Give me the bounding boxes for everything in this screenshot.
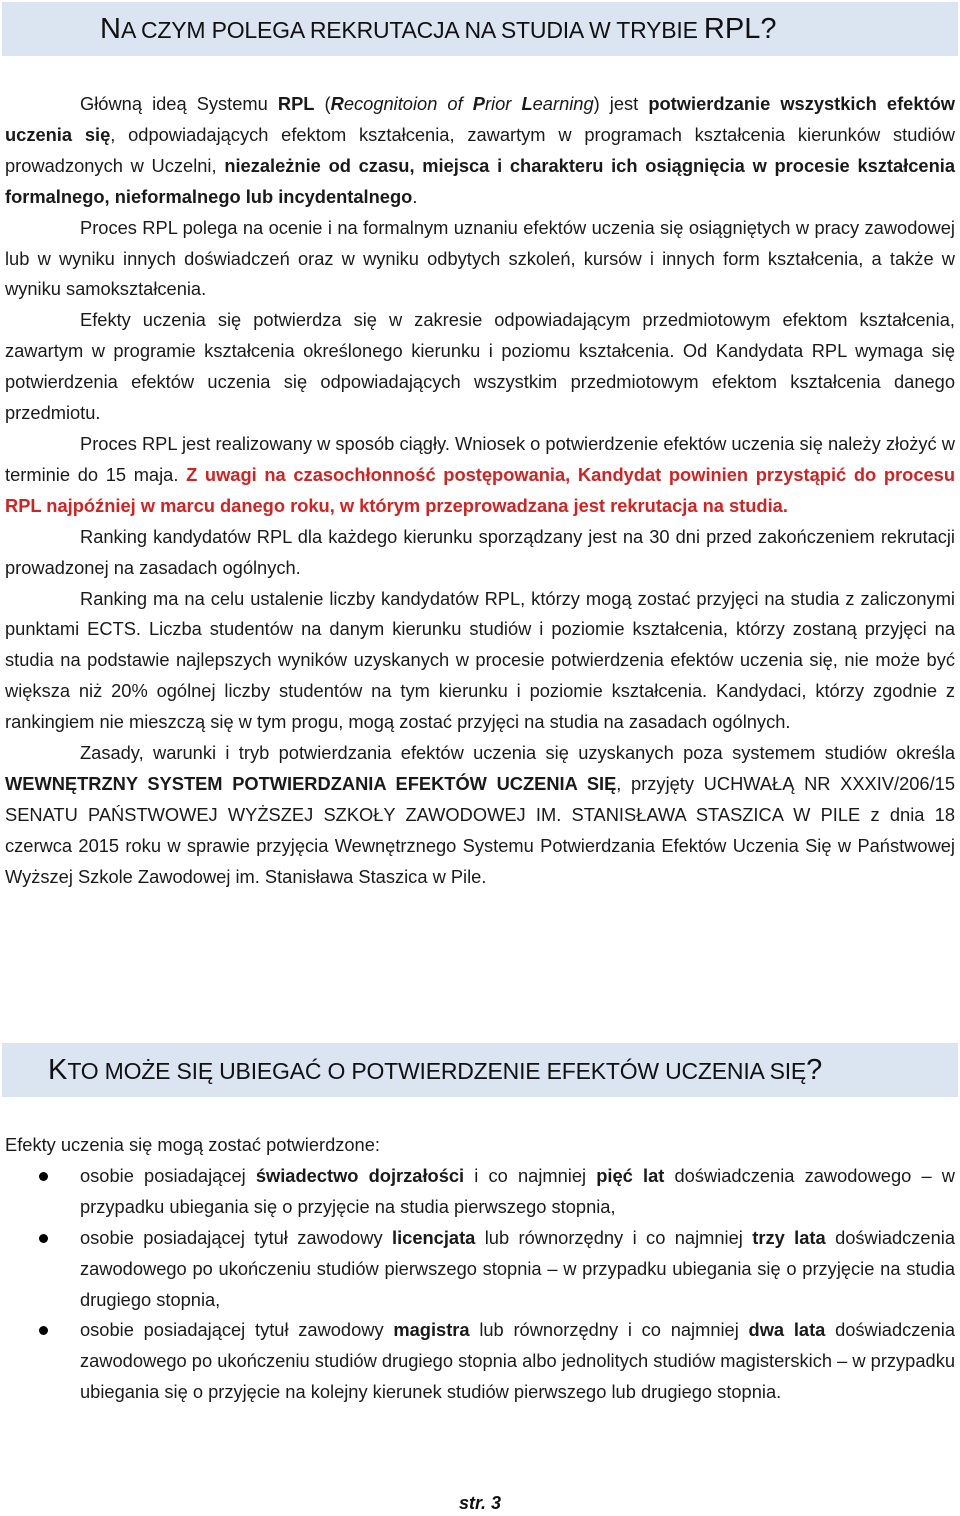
text: doświadczenia zawodowego po ukończeniu studiów drugiego stopnia albo jednolitych studiów magisterskich – w przypadku ubiegania się o przyjęcie na kolejny kierunek studiów pierwszego lub drugiego stopnia. bbox=[80, 1319, 955, 1403]
paragraph-ranking: Ranking kandydatów RPL dla każdego kierunku sporządzany jest na 30 dni przed zakończeniem rekrutacji prowadzonej na zasadach ogólnych. bbox=[5, 525, 955, 578]
bold-text: R bbox=[330, 93, 344, 114]
text: i co najmniej bbox=[464, 1164, 597, 1186]
paragraph-deadline bbox=[5, 429, 955, 522]
bold-text: trzy lata bbox=[752, 1226, 826, 1248]
bold-text: dwa lata bbox=[748, 1319, 826, 1341]
paragraph-rules bbox=[5, 738, 955, 893]
bold-text: świadectwo dojrzałości bbox=[255, 1164, 465, 1186]
bold-text: licencjata bbox=[392, 1226, 476, 1248]
list-item bbox=[5, 1223, 955, 1316]
text: lub równorzędny i co najmniej bbox=[469, 1319, 749, 1341]
heading-tail: ? bbox=[806, 1054, 823, 1086]
bold-text: niezależnie od czasu, miejsca i charakteru ich osiągnięcia w procesie kształcenia formalnego, nieformalnego lub incydentalnego bbox=[5, 154, 956, 207]
list-item bbox=[5, 1161, 955, 1223]
text: Proces RPL jest realizowany w sposób ciągły. Wniosek o potwierdzenie efektów uczenia się należy złożyć w terminie do 15 maja. bbox=[5, 432, 955, 485]
text: , odpowiadających efektom kształcenia, zawartym w programach kształcenia kierunków studiów prowadzonych w Uczelni, bbox=[5, 123, 955, 176]
text: . bbox=[412, 185, 418, 207]
bold-text: magistra bbox=[393, 1319, 470, 1341]
heading-initial: N bbox=[100, 13, 121, 45]
text: doświadczenia zawodowego – w przypadku ubiegania się o przyjęcie na studia pierwszego stopnia, bbox=[80, 1164, 956, 1217]
eligibility-section bbox=[5, 1130, 955, 1408]
eligibility-list bbox=[5, 1161, 955, 1408]
paragraph-process: Proces RPL polega na ocenie i na formalnym uznaniu efektów uczenia się osiągniętych w pracy zawodowej lub w wyniku innych doświadczeń oraz w wyniku odbytych szkoleń, kursów i innych form kształcenia, a także w wyniku samokształcenia. bbox=[5, 216, 955, 300]
list-item bbox=[5, 1315, 955, 1408]
text: osobie posiadającej tytuł zawodowy bbox=[80, 1226, 392, 1248]
page-number: str. 3 bbox=[458, 1493, 502, 1513]
warning-text: Z uwagi na czasochłonność postępowania, Kandydat powinien przystąpić do procesu RPL najpóźniej w marcu danego roku, w którym przeprowadzana jest rekrutacja na studia. bbox=[5, 463, 955, 516]
bullet-icon bbox=[39, 1326, 48, 1335]
paragraph-intro bbox=[5, 89, 955, 213]
text: Główną ideą Systemu bbox=[80, 93, 278, 114]
eligibility-intro: Efekty uczenia się mogą zostać potwierdzone: bbox=[5, 1134, 380, 1155]
text: Zasady, warunki i tryb potwierdzania efektów uczenia się uzyskanych poza systemem studiów określa bbox=[80, 742, 955, 764]
text: earning bbox=[532, 93, 594, 114]
heading-tail: RPL? bbox=[703, 13, 777, 45]
heading-initial: K bbox=[48, 1054, 68, 1086]
section-heading-rpl bbox=[2, 2, 958, 56]
paragraph-ranking-purpose: Ranking ma na celu ustalenie liczby kandydatów RPL, którzy mogą zostać przyjęci na studia z zaliczonymi punktami ECTS. Liczba studentów na danym kierunku studiów i poziomie kształcenia, którzy zostaną przyjęci na studia na podstawie najlepszych wyników uzyskanych w procesie potwierdzenia efektów uczenia się, nie może być większa niż 20% ogólnej liczby studentów na tym kierunku i poziomie kształcenia. Kandydaci, którzy zgodnie z rankingiem nie mieszczą się w tym progu, mogą zostać przyjęci na studia na zasadach ogólnych. bbox=[5, 587, 955, 733]
heading-text: TO MOŻE SIĘ UBIEGAĆ O POTWIERDZENIE EFEKTÓW UCZENIA SIĘ bbox=[67, 1058, 807, 1084]
text: ecognitoion of bbox=[343, 93, 473, 114]
bold-text: potwierdzanie wszystkich efektów uczenia się bbox=[5, 93, 955, 145]
bullet-icon bbox=[39, 1172, 48, 1181]
text: doświadczenia zawodowego po ukończeniu studiów pierwszego stopnia – w przypadku ubiegania się o przyjęcie na studia drugiego stopnia, bbox=[80, 1226, 955, 1310]
bold-text: RPL bbox=[277, 93, 315, 114]
bullet-icon bbox=[39, 1234, 48, 1243]
main-text bbox=[5, 89, 955, 893]
bold-text: L bbox=[521, 93, 533, 114]
text: osobie posiadającej tytuł zawodowy bbox=[80, 1319, 394, 1341]
text: lub równorzędny i co najmniej bbox=[475, 1226, 753, 1248]
heading-text: A CZYM POLEGA REKRUTACJA NA STUDIA W TRYBIE bbox=[120, 17, 704, 43]
bold-text: WEWNĘTRZNY SYSTEM POTWIERDZANIA EFEKTÓW UCZENIA SIĘ bbox=[5, 772, 617, 794]
section-heading-eligibility bbox=[2, 1043, 958, 1097]
paragraph-effects: Efekty uczenia się potwierdza się w zakresie odpowiadającym przedmiotowym efektom kształcenia, zawartym w programie kształcenia określonego kierunku i poziomu kształcenia. Od Kandydata RPL wymaga się potwierdzenia efektów uczenia się odpowiadających wszystkim przedmiotowym efektom kształcenia danego przedmiotu. bbox=[5, 309, 955, 424]
bold-text: pięć lat bbox=[596, 1164, 665, 1186]
text: osobie posiadającej bbox=[80, 1164, 256, 1186]
bold-text: P bbox=[472, 93, 485, 114]
text: , przyjęty UCHWAŁĄ NR XXXIV/206/15 SENATU PAŃSTWOWEJ WYŻSZEJ SZKOŁY ZAWODOWEJ IM. STANISŁAWA STASZICA W PILE z dnia 18 czerwca 2015 roku w sprawie przyjęcia Wewnętrznego Systemu Potwierdzania Efektów Uczenia Się w Państwowej Wyższej Szkole Zawodowej im. Stanisława Staszica w Pile. bbox=[5, 772, 955, 887]
text: ) jest bbox=[593, 93, 649, 114]
text: ( bbox=[314, 93, 331, 114]
text: rior bbox=[484, 93, 522, 114]
